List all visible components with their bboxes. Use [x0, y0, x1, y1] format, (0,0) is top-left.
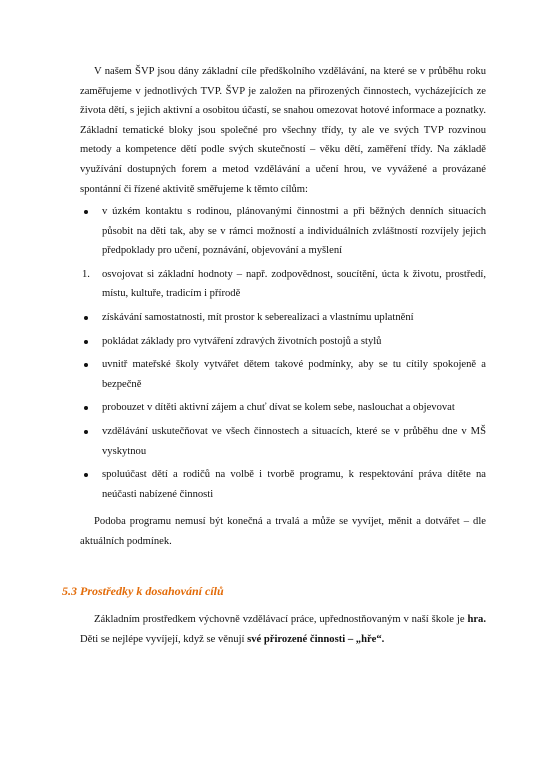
list-item	[80, 355, 486, 394]
list-item	[80, 398, 486, 418]
list-item	[80, 332, 486, 352]
section-bold-text: hra.	[467, 614, 486, 625]
bullet-icon	[84, 406, 88, 410]
list-item	[80, 265, 486, 304]
list-item-text: v úzkém kontaktu s rodinou, plánovanými činnostmi a při běžných denních situacích působit na děti tak, aby se v rámci možností a individuálních zvláštností rozvíjely jejich předpoklady pro učení, poznávání, objevování a myšlení	[102, 206, 486, 257]
list-item-text: uvnitř mateřské školy vytvářet dětem takové podmínky, aby se tu cítily spokojeně a bezpečně	[102, 359, 486, 390]
section-text: Děti se nejlépe vyvíjejí, když se věnují	[80, 633, 248, 645]
list-item	[80, 308, 486, 328]
list-item	[80, 202, 486, 261]
list-item-text: získávání samostatnosti, mít prostor k seberealizaci a vlastnímu uplatnění	[102, 311, 414, 323]
closing-paragraph: Podoba programu nemusí být konečná a trvalá a může se vyvíjet, měnit a dotvářet – dle aktuálních podmínek.	[80, 516, 486, 547]
list-item-text: vzdělávání uskutečňovat ve všech činnostech a situacích, které se v průběhu dne v MŠ vyskytnou	[102, 425, 486, 457]
bullet-icon	[84, 430, 88, 434]
section-paragraph	[80, 610, 486, 649]
goals-list	[80, 202, 486, 504]
list-item-text: probouzet v dítěti aktivní zájem a chuť dívat se kolem sebe, naslouchat a objevovat	[102, 402, 455, 414]
list-number: 1.	[82, 268, 90, 280]
list-item-text: spoluúčast dětí a rodičů na volbě i tvorbě programu, k respektování práva dítěte na neúčasti nabízené činnosti	[102, 469, 486, 500]
bullet-icon	[84, 316, 88, 320]
bullet-icon	[84, 340, 88, 344]
list-item-text: osvojovat si základní hodnoty – např. zodpovědnost, soucítění, úcta k životu, prostředí, místu, kultuře, tradicím i přírodě	[102, 268, 486, 300]
list-item	[80, 422, 486, 461]
intro-paragraph: V našem ŠVP jsou dány základní cíle předškolního vzdělávání, na které se v průběhu roku zaměřujeme v jednotlivých TVP. ŠVP je založen na přirozených činnostech, vycházejících ze života dětí, s jejich aktivní a osobitou účastí, se snahou omezovat hotové informace a poznatky. Základní tematické bloky jsou společné pro všechny třídy, ty ale ve svých TVP rozvinou metody a kompetence dětí podle svých skutečností – věku dětí, zaměření třídy. Na základě využívání dostupných forem a metod vzdělávání a učení hrou, ve vyvážené a provázané spontánní či řízené aktivitě směřujeme k těmto cílům:	[80, 66, 486, 195]
section-text: Základním prostředkem výchovně vzdělávací práce, upřednostňovaným v naší škole je	[94, 614, 468, 625]
bullet-icon	[84, 473, 88, 477]
bullet-icon	[84, 363, 88, 367]
section-heading: 5.3 Prostředky k dosahování cílů	[62, 584, 224, 598]
section-bold-text: své přirozené činnosti – „hře“.	[247, 633, 385, 645]
list-item	[80, 465, 486, 504]
bullet-icon	[84, 210, 88, 214]
list-item-text: pokládat základy pro vytváření zdravých životních postojů a stylů	[102, 335, 382, 347]
